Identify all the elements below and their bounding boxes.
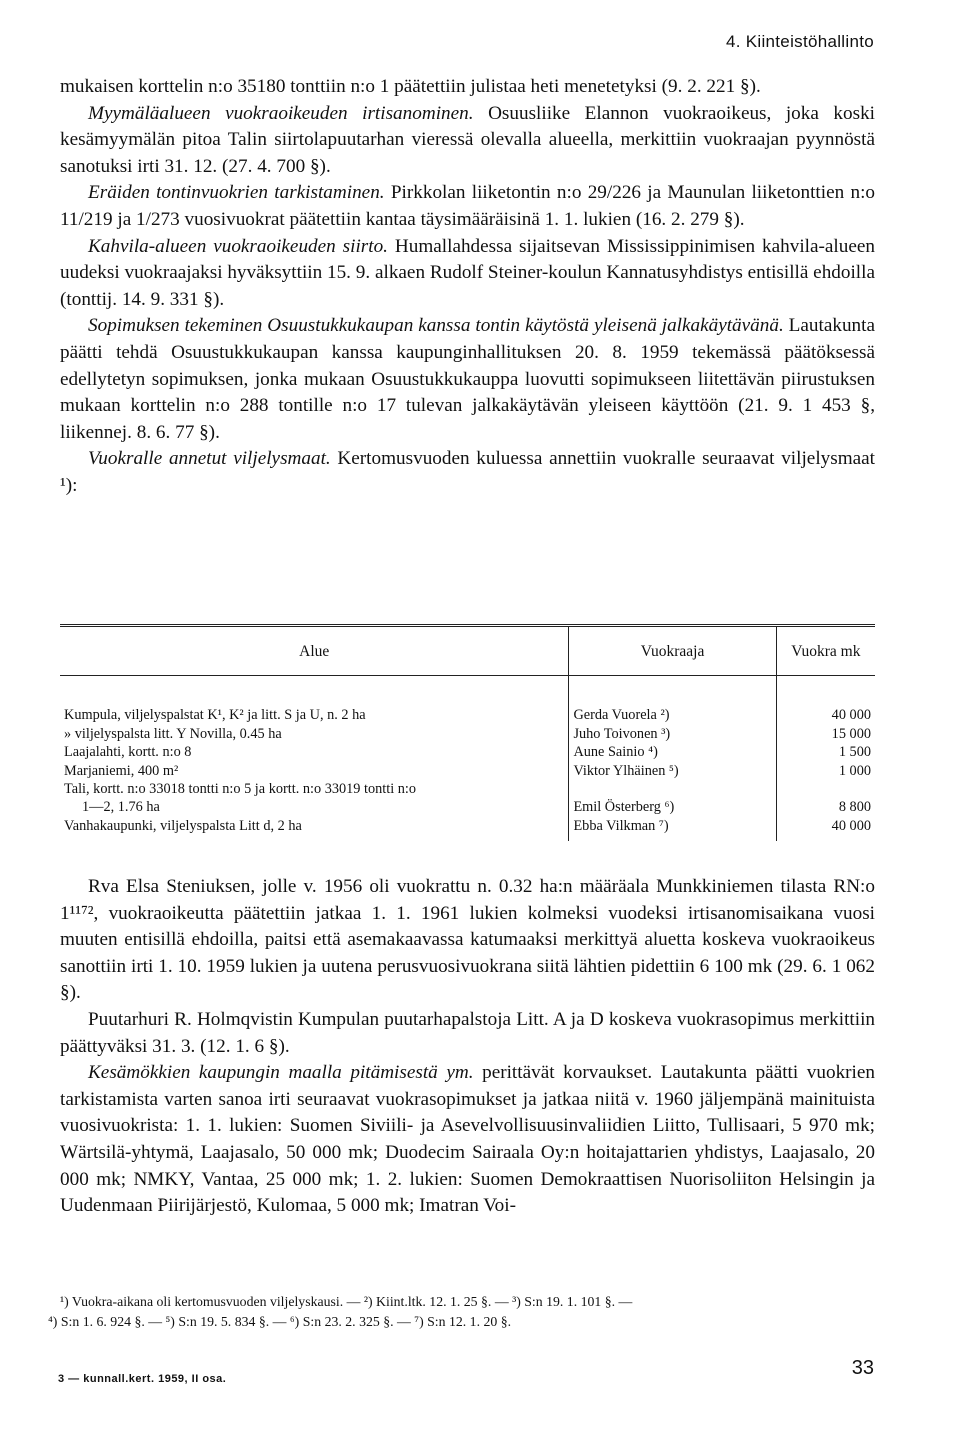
- paragraph: Myymäläalueen vuokraoikeuden irtisanominen. Osuusliike Elannon vuokraoikeus, joka koski kesämyymälän pitoa Talin siirtolapuutarhan vieressä olevalla alueella, merkittiin vuokraajan pyynnöstä sanotuksi irti 31. 12. (27. 4. 700 §).: [60, 102, 875, 177]
- paragraph: Kesämökkien kaupungin maalla pitämisestä ym. perittävät korvaukset. Lautakunta päätti vuokrien tarkistamista varten sanoa irti seuraavat vuokrasopimukset ja jatkaa niitä v. 1960 jäljempänä mainituista vuosivuokrista: 1. 1. lukien: Suomen Siviili- ja Asevelvollisuusinvaliidien Liitto, Tullisaari, 5 970 mk; Wärtsilä-yhtymä, Laajasalo, 50 000 mk; Duodecim Sairaala Oy:n hoitajattarien yhdistys, Laajasalo, 20 000 mk; NMKY, Vantaa, 25 000 mk; 1. 2. lukien: Suomen Demokraattisen Nuorisoliiton Helsingin ja Uudenmaan Piirijärjestö, Kulomaa, 5 000 mk; Imatran Voi-: [60, 1062, 875, 1217]
- table-row: 1—2, 1.76 ha Emil Österberg ⁶) 8 800: [60, 798, 875, 816]
- section-heading: Sopimuksen tekeminen Osuustukkukaupan kanssa tontin käytöstä yleisenä jalkakäytävänä.: [88, 315, 784, 337]
- paragraph: mukaisen korttelin n:o 35180 tonttiin n:o 1 päätettiin julistaa heti menetetyksi (9. 2. 221 §).: [60, 76, 761, 97]
- paragraph: Puutarhuri R. Holmqvistin Kumpulan puutarhapalstoja Litt. A ja D koskeva vuokrasopimus merkittiin päättyväksi 31. 3. (12. 1. 6 §).: [60, 1008, 875, 1057]
- footnote-line: ⁴) S:n 1. 6. 924 §. — ⁵) S:n 19. 5. 834 §. — ⁶) S:n 23. 2. 325 §. — ⁷) S:n 12. 1. 20 §.: [48, 1314, 512, 1329]
- page-number: 33: [851, 1357, 874, 1379]
- table-row: Tali, kortt. n:o 33018 tontti n:o 5 ja kortt. n:o 33019 tontti n:o: [60, 780, 875, 798]
- section-heading: Vuokralle annetut viljelysmaat.: [88, 448, 331, 470]
- header-tenant: Vuokraaja: [569, 626, 776, 676]
- table-row: Marjaniemi, 400 m² Viktor Ylhäinen ⁵) 1 000: [60, 762, 875, 780]
- footnotes: [48, 1292, 878, 1332]
- paragraph: Kahvila-alueen vuokraoikeuden siirto. Humallahdessa sijaitsevan Mississippinimisen kahvila-alueen uudeksi vuokraajaksi hyväksyttiin 15. 9. alkaen Rudolf Steiner-koulun Kannatusyhdistys entisillä ehdoilla (tonttij. 14. 9. 331 §).: [60, 235, 875, 310]
- table-row: Vanhakaupunki, viljelyspalsta Litt d, 2 ha Ebba Vilkman ⁷) 40 000: [60, 817, 875, 841]
- paragraph: Sopimuksen tekeminen Osuustukkukaupan kanssa tontin käytöstä yleisenä jalkakäytävänä. Lautakunta päätti tehdä Osuustukkukaupan kanssa kaupunginhallituksen 20. 8. 1959 tekemässä päätöksessä edellytetyn sopimuksen, jonka mukaan Osuustukkukauppa luovutti sopimukseen liitettävän piirustuksen mukaan korttelin n:o 288 tontille n:o 17 tulevan jalkakäytävän yleiseen käyttöön (21. 9. 1 453 §, liikennej. 8. 6. 77 §).: [60, 315, 875, 443]
- paragraph: Rva Elsa Steniuksen, jolle v. 1956 oli vuokrattu n. 0.32 ha:n määräala Munkkiniemen tilasta RN:o 1¹¹⁷², vuokraoikeutta päätettiin jatkaa 1. 1. 1961 lukien kolmeksi vuodeksi irtisanomisaikana vuosi muuten entisillä ehdoilla, paitsi että asemakaavassa katumaaksi merkittyä aluetta koskeva vuokraoikeus sanottiin irti 1. 10. 1959 lukien ja uutena perusvuosivuokrana siitä lähtien pidettiin 6 100 mk (29. 6. 1 062 §).: [60, 876, 875, 1004]
- section-heading: Eräiden tontinvuokrien tarkistaminen.: [88, 182, 385, 204]
- table-row: » viljelyspalsta litt. Y Novilla, 0.45 ha Juho Toivonen ³) 15 000: [60, 725, 875, 743]
- paragraph: Eräiden tontinvuokrien tarkistaminen. Pirkkolan liiketontin n:o 29/226 ja Maunulan liiketonttien n:o 11/219 ja 1/273 vuosivuokrat päätettiin kantaa täysimääräisinä 1. 1. lukien (16. 2. 279 §).: [60, 182, 875, 230]
- printer-signature: 3 — kunnall.kert. 1959, II osa.: [58, 1373, 227, 1385]
- main-text-continued: [60, 874, 875, 1220]
- main-text: [60, 74, 875, 500]
- section-heading: Kesämökkien kaupungin maalla pitämisestä ym.: [88, 1062, 474, 1084]
- paragraph: Vuokralle annetut viljelysmaat. Kertomusvuoden kuluessa annettiin vuokralle seuraavat viljelysmaat ¹):: [60, 448, 875, 496]
- running-header: 4. Kiinteistöhallinto: [725, 32, 874, 51]
- section-heading: Myymäläalueen vuokraoikeuden irtisanominen.: [88, 102, 474, 124]
- table-row: Laajalahti, kortt. n:o 8 Aune Sainio ⁴) 1 500: [60, 743, 875, 761]
- land-lease-table: [60, 624, 875, 841]
- footnote-line: ¹) Vuokra-aikana oli kertomusvuoden viljelyskausi. — ²) Kiint.ltk. 12. 1. 25 §. — ³) S:n 19. 1. 101 §. —: [60, 1294, 633, 1309]
- header-amount: Vuokra mk: [776, 626, 875, 676]
- table-row: Kumpula, viljelyspalstat K¹, K² ja litt. S ja U, n. 2 ha Gerda Vuorela ²) 40 000: [60, 676, 875, 725]
- section-heading: Kahvila-alueen vuokraoikeuden siirto.: [88, 235, 388, 257]
- header-area: Alue: [60, 626, 569, 676]
